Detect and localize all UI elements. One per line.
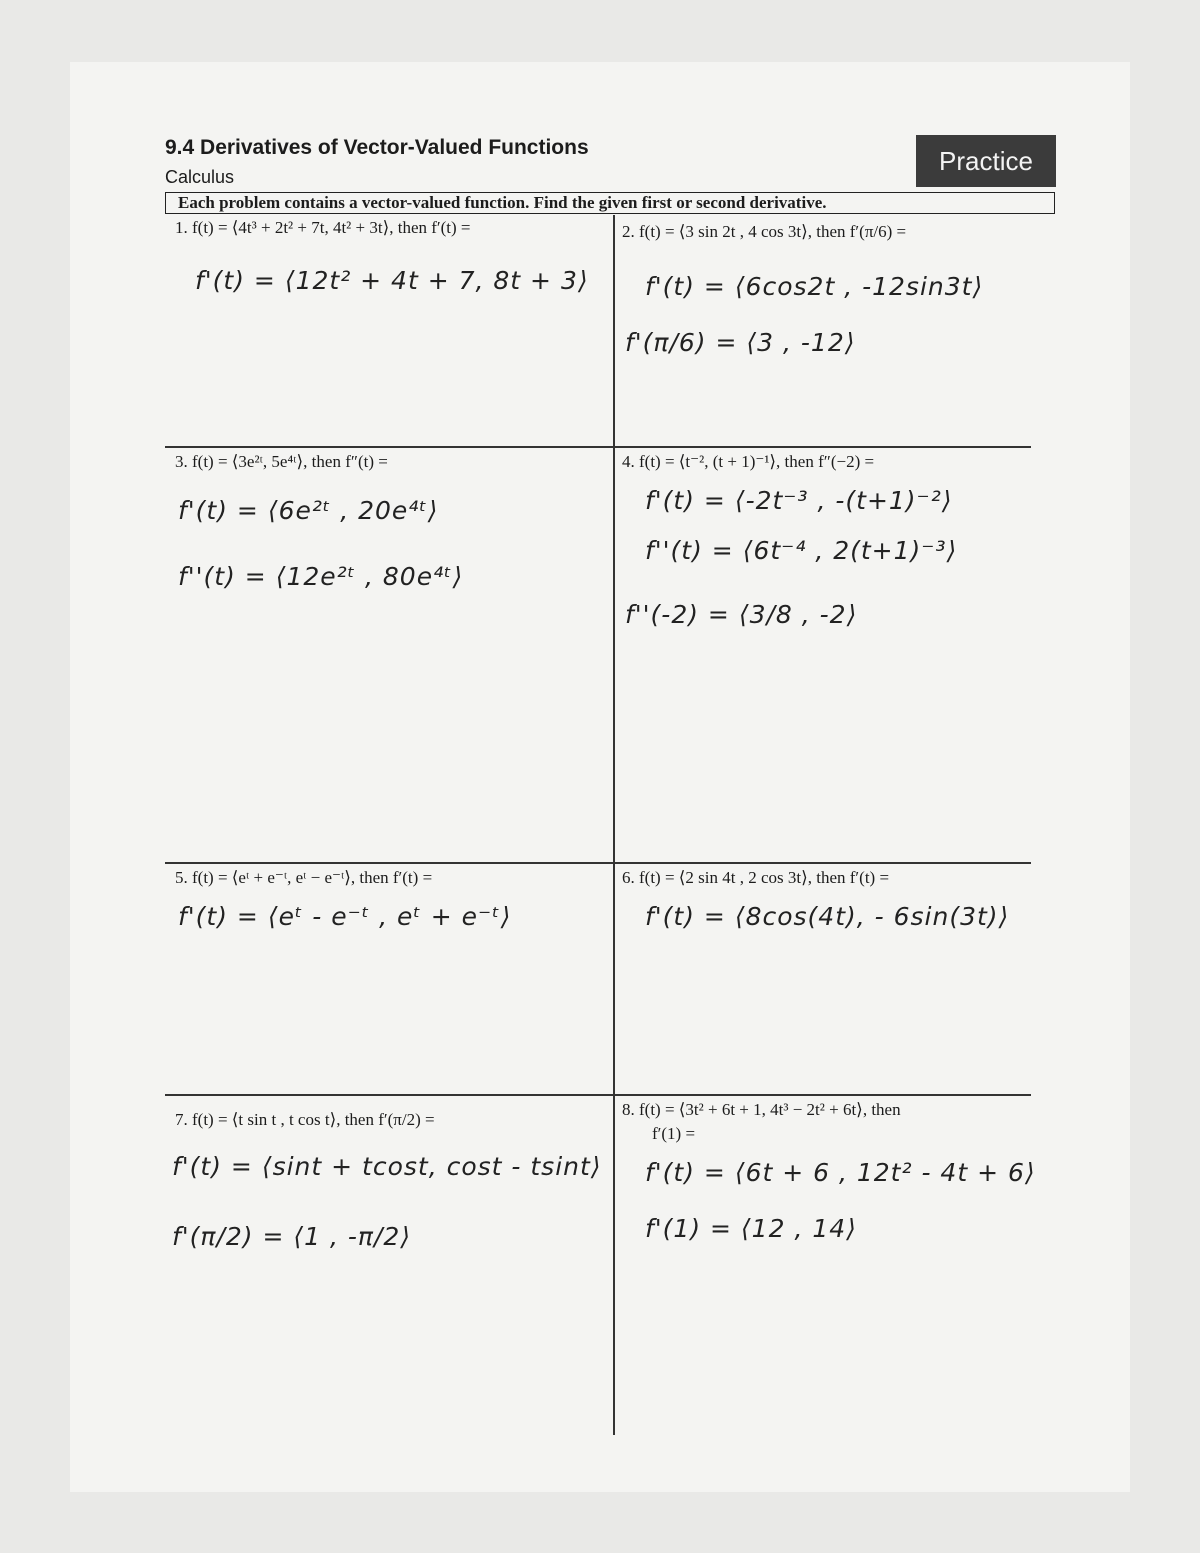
- problem-8-prompt-line2: f′(1) =: [652, 1124, 696, 1143]
- column-divider: [613, 215, 615, 1435]
- course-subtitle: Calculus: [165, 167, 235, 187]
- problem-7-answer-1: f'(t) = ⟨sint + tcost, cost - tsint⟩: [172, 1152, 602, 1181]
- problem-8-answer-1: f'(t) = ⟨6t + 6 , 12t² - 4t + 6⟩: [645, 1158, 1036, 1187]
- problem-7-prompt: 7. f(t) = ⟨t sin t , t cos t⟩, then f′(π/2) =: [175, 1110, 435, 1129]
- problem-2-prompt: 2. f(t) = ⟨3 sin 2t , 4 cos 3t⟩, then f′(π/6) =: [622, 222, 907, 241]
- row-divider-2: [165, 862, 1031, 864]
- problem-2-answer-1: f'(t) = ⟨6cos2t , -12sin3t⟩: [645, 272, 984, 301]
- problem-8-prompt: 8. f(t) = ⟨3t² + 6t + 1, 4t³ − 2t² + 6t⟩, then: [622, 1100, 901, 1119]
- instructions-box: Each problem contains a vector-valued function. Find the given first or second derivative.: [165, 192, 1055, 214]
- problem-8-answer-2: f'(1) = ⟨12 , 14⟩: [645, 1214, 857, 1243]
- problem-5-prompt: 5. f(t) = ⟨eᵗ + e⁻ᵗ, eᵗ − e⁻ᵗ⟩, then f′(t) =: [175, 868, 433, 887]
- problem-1-answer-1: f'(t) = ⟨12t² + 4t + 7, 8t + 3⟩: [195, 266, 589, 295]
- problem-4-answer-2: f''(t) = ⟨6t⁻⁴ , 2(t+1)⁻³⟩: [645, 536, 958, 565]
- problem-4-answer-3: f''(-2) = ⟨3/8 , -2⟩: [625, 600, 858, 629]
- problem-1-prompt: 1. f(t) = ⟨4t³ + 2t² + 7t, 4t² + 3t⟩, then f′(t) =: [175, 218, 471, 237]
- problem-4-prompt: 4. f(t) = ⟨t⁻², (t + 1)⁻¹⟩, then f″(−2) =: [622, 452, 875, 471]
- problem-3-prompt: 3. f(t) = ⟨3e²ᵗ, 5e⁴ᵗ⟩, then f″(t) =: [175, 452, 388, 471]
- worksheet-title: 9.4 Derivatives of Vector-Valued Functions: [165, 136, 589, 159]
- problem-5-answer-1: f'(t) = ⟨eᵗ - e⁻ᵗ , eᵗ + e⁻ᵗ⟩: [178, 902, 512, 931]
- problem-3-answer-2: f''(t) = ⟨12e²ᵗ , 80e⁴ᵗ⟩: [178, 562, 464, 591]
- problem-6-prompt: 6. f(t) = ⟨2 sin 4t , 2 cos 3t⟩, then f′(t) =: [622, 868, 890, 887]
- problem-7-answer-2: f'(π/2) = ⟨1 , -π/2⟩: [172, 1222, 412, 1251]
- row-divider-3: [165, 1094, 1031, 1096]
- row-divider-1: [165, 446, 1031, 448]
- problem-6-answer-1: f'(t) = ⟨8cos(4t), - 6sin(3t)⟩: [645, 902, 1010, 931]
- problem-4-answer-1: f'(t) = ⟨-2t⁻³ , -(t+1)⁻²⟩: [645, 486, 953, 515]
- practice-badge: Practice: [916, 135, 1056, 187]
- problem-2-answer-2: f'(π/6) = ⟨3 , -12⟩: [625, 328, 856, 357]
- problem-3-answer-1: f'(t) = ⟨6e²ᵗ , 20e⁴ᵗ⟩: [178, 496, 439, 525]
